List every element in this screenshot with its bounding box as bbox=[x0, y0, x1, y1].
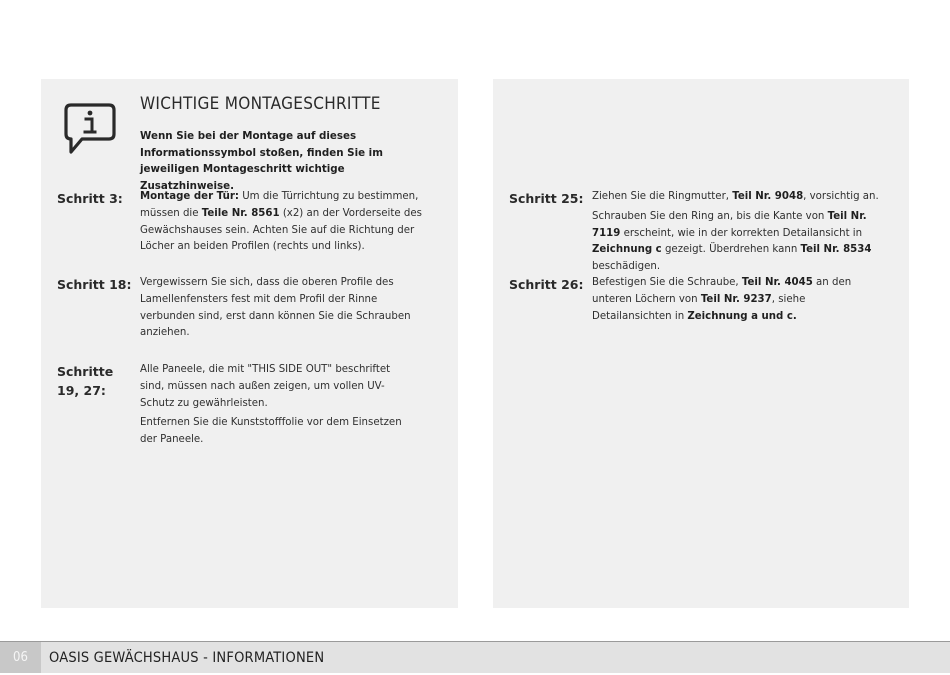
step-25-label: Schritt 25: bbox=[509, 191, 584, 206]
part-9048: Teil Nr. 9048 bbox=[732, 191, 804, 202]
step-3-text: Montage der Tür: Um die Türrichtung zu bestimmen, müssen die Teile Nr. 8561 (x2) an der Vorderseite des Gewächshauses sein. Achten Sie auf die Richtung der Löcher an beiden Profilen (rechts und links). bbox=[140, 191, 422, 253]
step-19-27-text: Alle Paneele, die mit "THIS SIDE OUT" beschriftet sind, müssen nach außen zeigen, um vollen UV-Schutz zu gewährleisten. Entfernen Sie die Kunststofffolie vor dem Einsetzen der Paneele. bbox=[140, 364, 402, 446]
step-18-label: Schritt 18: bbox=[57, 277, 132, 292]
info-speech-bubble-icon bbox=[62, 101, 118, 157]
drawing-c-ref: Zeichnung c bbox=[592, 244, 662, 256]
step-19-27-label: Schritte 19, 27: bbox=[57, 364, 114, 398]
page-number: 06 bbox=[0, 642, 41, 673]
part-8561: Teile Nr. 8561 bbox=[201, 207, 280, 219]
step-3-label: Schritt 3: bbox=[57, 191, 123, 206]
step-18-text: Vergewissern Sie sich, dass die oberen Profile des Lamellenfensters fest mit dem Profil der Rinne verbunden sind, erst dann können Sie die Schrauben anziehen. bbox=[140, 277, 411, 339]
part-8534: Teil Nr. 8534 bbox=[800, 244, 872, 256]
intro-text: Wenn Sie bei der Montage auf dieses Informationssymbol stoßen, finden Sie im jeweiligen Montageschritt wichtige Zusatzhinweise. bbox=[140, 130, 383, 192]
step-25-text: Ziehen Sie die Ringmutter, Teil Nr. 9048, vorsichtig an. Schrauben Sie den Ring an, bis die Kante von Teil Nr. 7119 erscheint, wie in der korrekten Detailansicht in Zeichnung c gezeigt. Überdrehen kann Teil Nr. 8534 beschädigen. bbox=[592, 191, 879, 273]
part-4045: Teil Nr. 4045 bbox=[741, 277, 813, 288]
step-26-text: Befestigen Sie die Schraube, Teil Nr. 4045 an den unteren Löchern von Teil Nr. 9237, siehe Detailansichten in Zeichnung a und c. bbox=[592, 277, 852, 322]
part-7119: Teil Nr. 7119 bbox=[592, 210, 867, 239]
footer-bar bbox=[0, 641, 950, 673]
page-title: WICHTIGE MONTAGESCHRITTE bbox=[140, 94, 381, 114]
part-9237: Teil Nr. 9237 bbox=[700, 293, 772, 305]
right-panel bbox=[493, 79, 909, 608]
step-26-label: Schritt 26: bbox=[509, 277, 584, 292]
step-3-title: Montage der Tür: bbox=[140, 191, 239, 202]
drawing-a-c-ref: Zeichnung a und c. bbox=[687, 310, 797, 322]
footer-title: OASIS GEWÄCHSHAUS - INFORMATIONEN bbox=[49, 650, 325, 666]
